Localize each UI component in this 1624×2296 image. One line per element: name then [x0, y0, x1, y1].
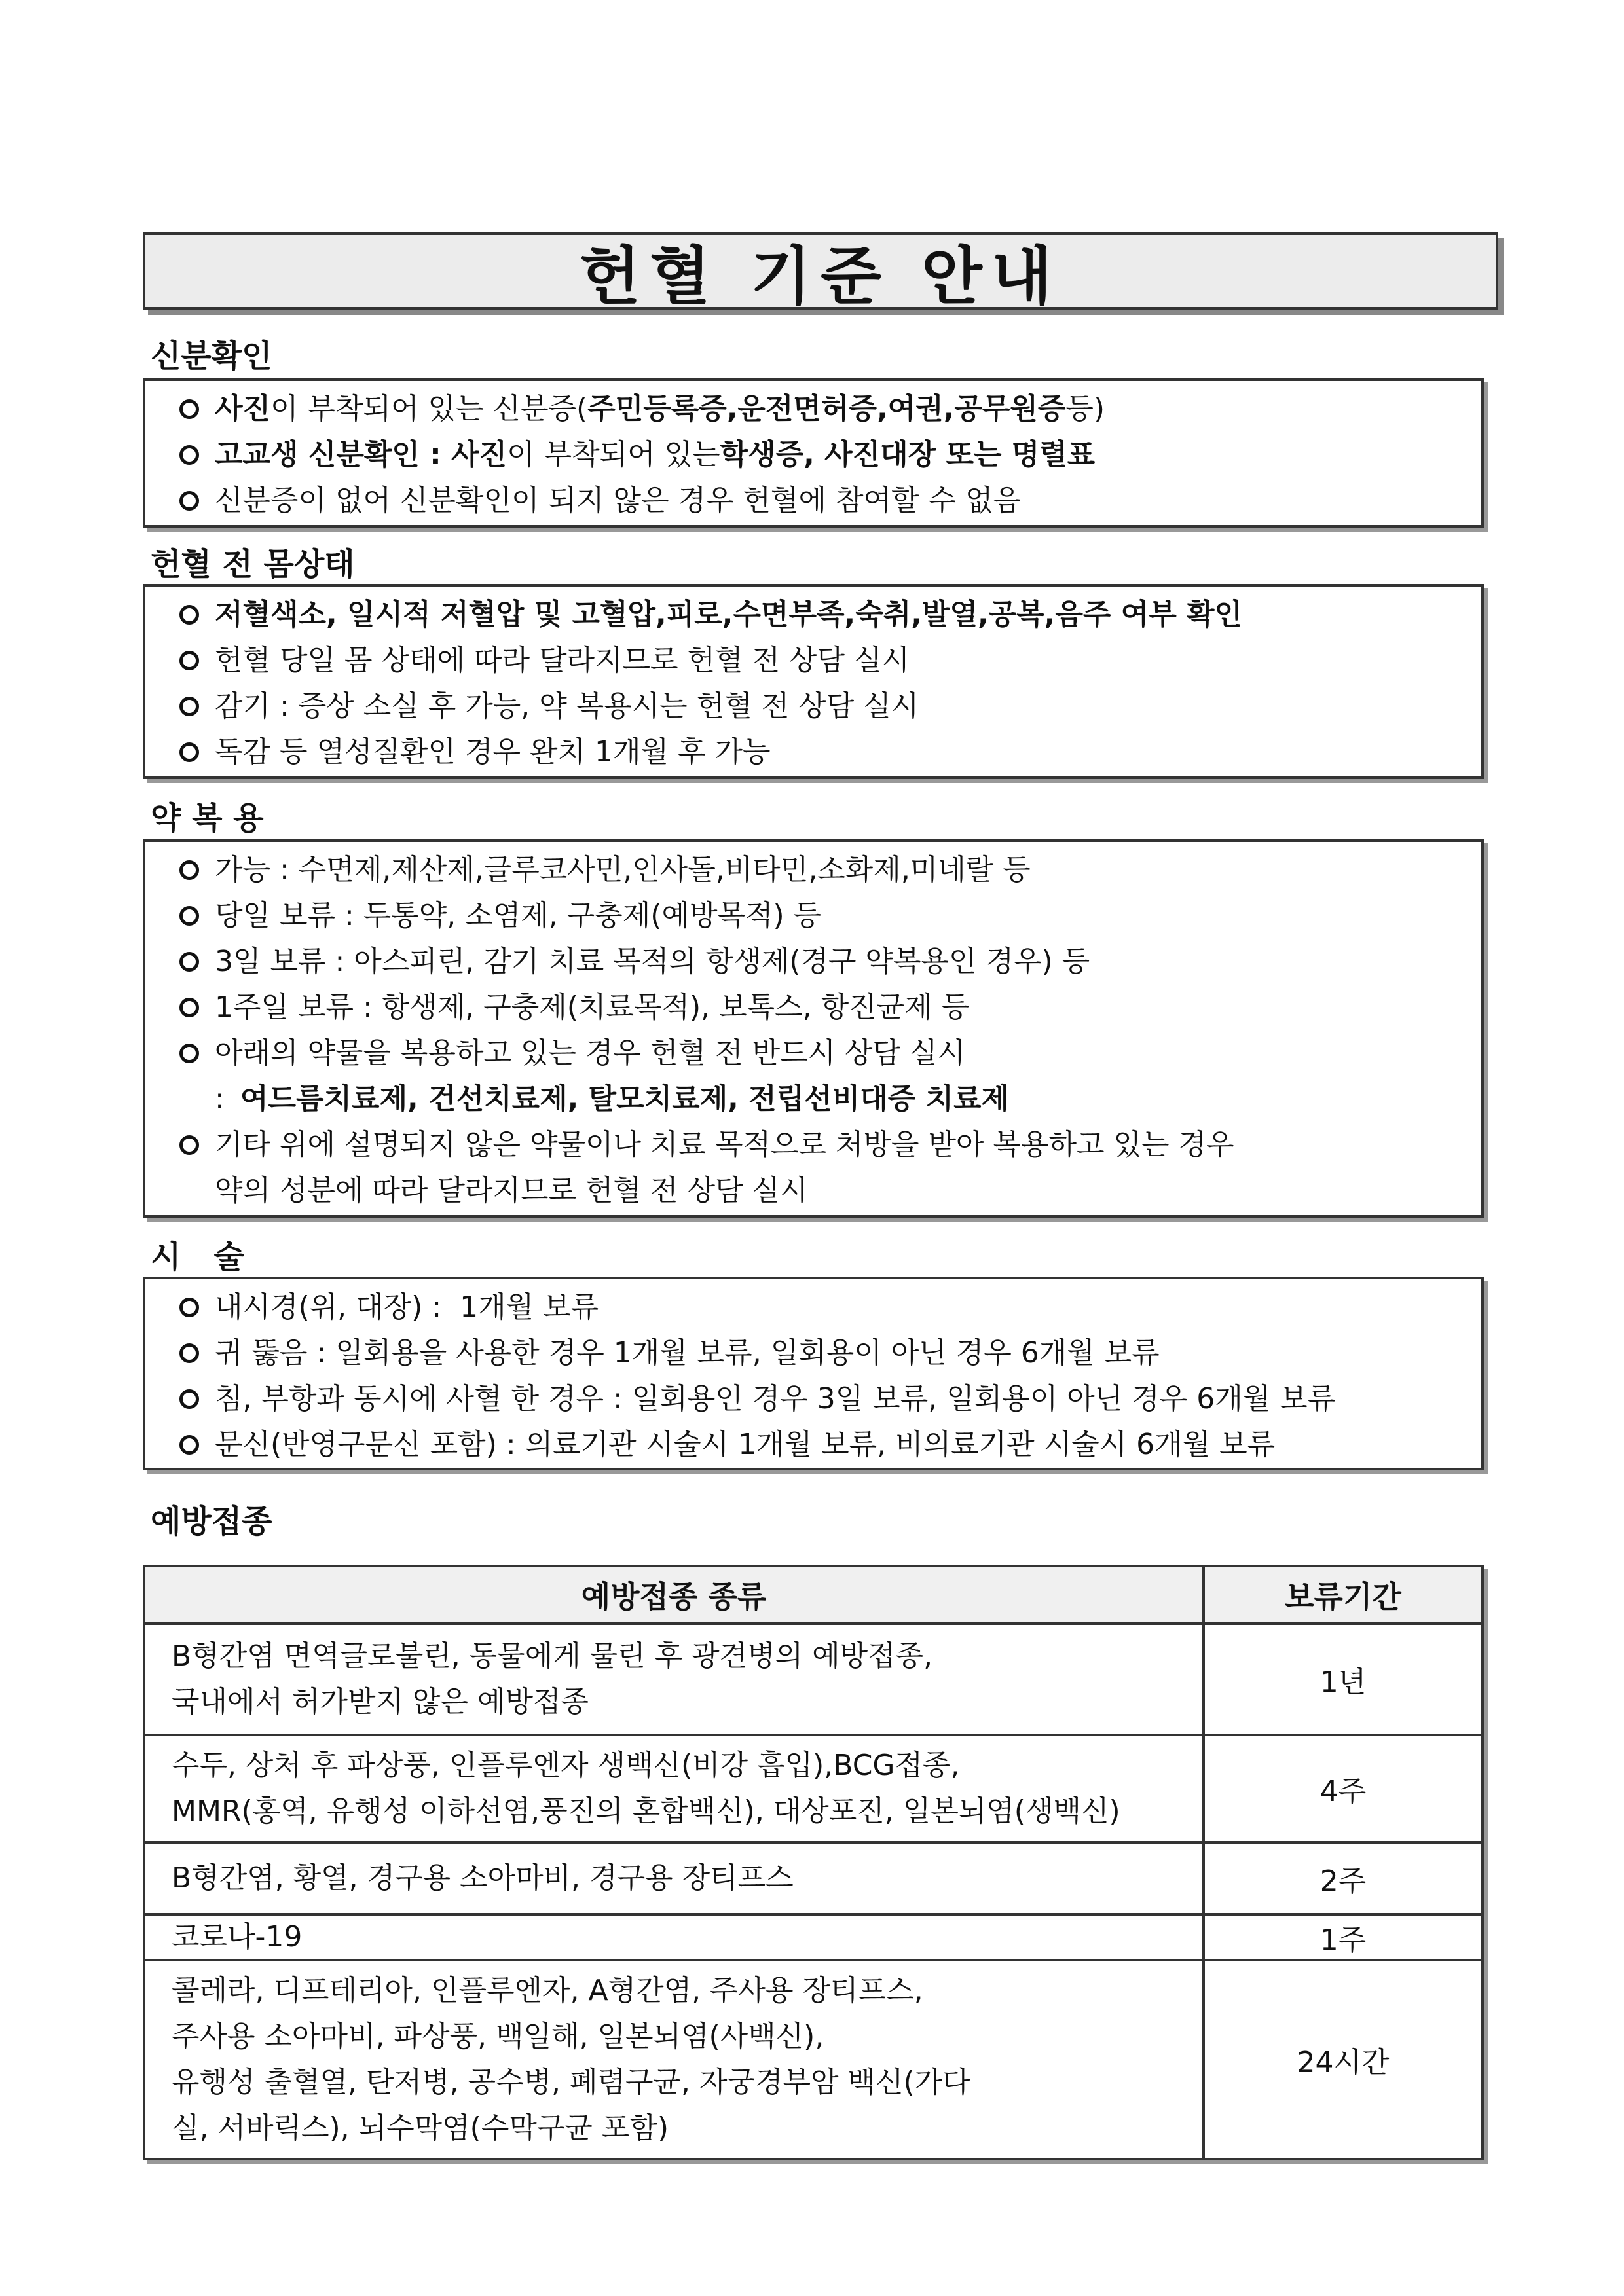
section-heading-vac: 예방접종 [151, 1503, 272, 1540]
proc-item-3: 침, 부항과 동시에 사혈 한 경우 : 일회용인 경우 3일 보류, 일회용이 아닌 경우 6개월 보류 [179, 1376, 1481, 1422]
circle-bullet-icon [179, 906, 199, 926]
vac-period-cell: 4주 [1204, 1735, 1483, 1842]
page-title-box [143, 232, 1498, 313]
vac-period-cell: 2주 [1204, 1842, 1483, 1914]
circle-bullet-icon [179, 445, 199, 465]
vac-kind-cell: B형간염 면역글로불린, 동물에게 물린 후 광견병의 예방접종, 국내에서 허가받지 않은 예방접종 [144, 1624, 1204, 1735]
body-item-3: 감기 : 증상 소실 후 가능, 약 복용시는 헌혈 전 상담 실시 [179, 683, 1481, 729]
med-item-6: 기타 위에 설명되지 않은 약물이나 치료 목적으로 처방을 받아 복용하고 있는 경우 [179, 1122, 1481, 1168]
col-header-kind: 예방접종 종류 [144, 1566, 1204, 1624]
circle-bullet-icon [179, 697, 199, 716]
med-item-2: 당일 보류 : 두통약, 소염제, 구충제(예방목적) 등 [179, 893, 1481, 939]
med-item-1: 가능 : 수면제,제산제,글루코사민,인사돌,비타민,소화제,미네랄 등 [179, 847, 1481, 893]
vac-period-cell: 24시간 [1204, 1960, 1483, 2159]
med-item-6-cont: 약의 성분에 따라 달라지므로 헌혈 전 상담 실시 [215, 1174, 808, 1207]
section-heading-proc: 시 술 [151, 1239, 244, 1275]
section-heading-id: 신분확인 [151, 338, 272, 374]
table-row [144, 1960, 1483, 2159]
table-header-row [144, 1566, 1483, 1624]
proc-box [143, 1277, 1484, 1470]
circle-bullet-icon [179, 952, 199, 972]
circle-bullet-icon [179, 742, 199, 762]
circle-bullet-icon [179, 1343, 199, 1363]
col-header-period: 보류기간 [1204, 1566, 1483, 1624]
med-item-5: 아래의 약물을 복용하고 있는 경우 헌혈 전 반드시 상담 실시 [179, 1030, 1481, 1076]
table-row [144, 1735, 1483, 1842]
vac-kind-cell: 콜레라, 디프테리아, 인플루엔자, A형간염, 주사용 장티프스, 주사용 소아마비, 파상풍, 백일해, 일본뇌염(사백신), 유행성 출혈열, 탄저병, 공수병, 폐렴구균, 자궁경부암 백신(가다 실, 서바릭스), 뇌수막염(수막구균 포함) [144, 1960, 1204, 2159]
circle-bullet-icon [179, 860, 199, 880]
page-title: 헌혈 기준 안내 [580, 239, 1061, 313]
id-item-2: 고교생 신분확인 : 사진 이 부착되어 있는 학생증, 사진대장 또는 명렬표 [179, 432, 1481, 478]
circle-bullet-icon [179, 399, 199, 419]
vac-kind-cell: 코로나-19 [144, 1914, 1204, 1960]
vac-kind-cell: 수두, 상처 후 파상풍, 인플루엔자 생백신(비강 흡입),BCG접종, MMR(홍역, 유행성 이하선염,풍진의 혼합백신), 대상포진, 일본뇌염(생백신) [144, 1735, 1204, 1842]
section-heading-body: 헌혈 전 몸상태 [151, 546, 355, 583]
table-row [144, 1914, 1483, 1960]
med-item-3: 3일 보류 : 아스피린, 감기 치료 목적의 항생제(경구 약복용인 경우) 등 [179, 939, 1481, 985]
proc-item-2: 귀 뚫음 : 일회용을 사용한 경우 1개월 보류, 일회용이 아닌 경우 6개월 보류 [179, 1330, 1481, 1376]
table-row [144, 1842, 1483, 1914]
vac-period-cell: 1년 [1204, 1624, 1483, 1735]
body-item-1: 저혈색소, 일시적 저혈압 및 고혈압,피로,수면부족,숙취,발열,공복,음주 여부 확인 [179, 592, 1481, 638]
circle-bullet-icon [179, 651, 199, 670]
circle-bullet-icon [179, 1389, 199, 1409]
circle-bullet-icon [179, 491, 199, 511]
vac-period-cell: 1주 [1204, 1914, 1483, 1960]
med-item-5-sub: : 여드름치료제, 건선치료제, 탈모치료제, 전립선비대증 치료제 [215, 1082, 1010, 1116]
circle-bullet-icon [179, 1135, 199, 1155]
vaccination-table [143, 1565, 1484, 2160]
id-item-1: 사진 이 부착되어 있는 신분증( 주민등록증,운전면허증,여권,공무원증 등) [179, 386, 1481, 432]
med-box [143, 839, 1484, 1218]
circle-bullet-icon [179, 1298, 199, 1317]
circle-bullet-icon [179, 605, 199, 625]
id-item-3: 신분증이 없어 신분확인이 되지 않은 경우 헌혈에 참여할 수 없음 [179, 478, 1481, 524]
section-heading-med: 약 복 용 [151, 800, 264, 837]
circle-bullet-icon [179, 1435, 199, 1455]
body-item-2: 헌혈 당일 몸 상태에 따라 달라지므로 헌혈 전 상담 실시 [179, 638, 1481, 683]
med-item-4: 1주일 보류 : 항생제, 구충제(치료목적), 보톡스, 항진균제 등 [179, 985, 1481, 1030]
body-item-4: 독감 등 열성질환인 경우 완치 1개월 후 가능 [179, 729, 1481, 775]
id-box [143, 378, 1484, 528]
circle-bullet-icon [179, 998, 199, 1017]
proc-item-4: 문신(반영구문신 포함) : 의료기관 시술시 1개월 보류, 비의료기관 시술시 6개월 보류 [179, 1422, 1481, 1468]
proc-item-1: 내시경(위, 대장) : 1개월 보류 [179, 1285, 1481, 1330]
vac-kind-cell: B형간염, 황열, 경구용 소아마비, 경구용 장티프스 [144, 1842, 1204, 1914]
table-row [144, 1624, 1483, 1735]
body-box [143, 584, 1484, 779]
circle-bullet-icon [179, 1044, 199, 1063]
